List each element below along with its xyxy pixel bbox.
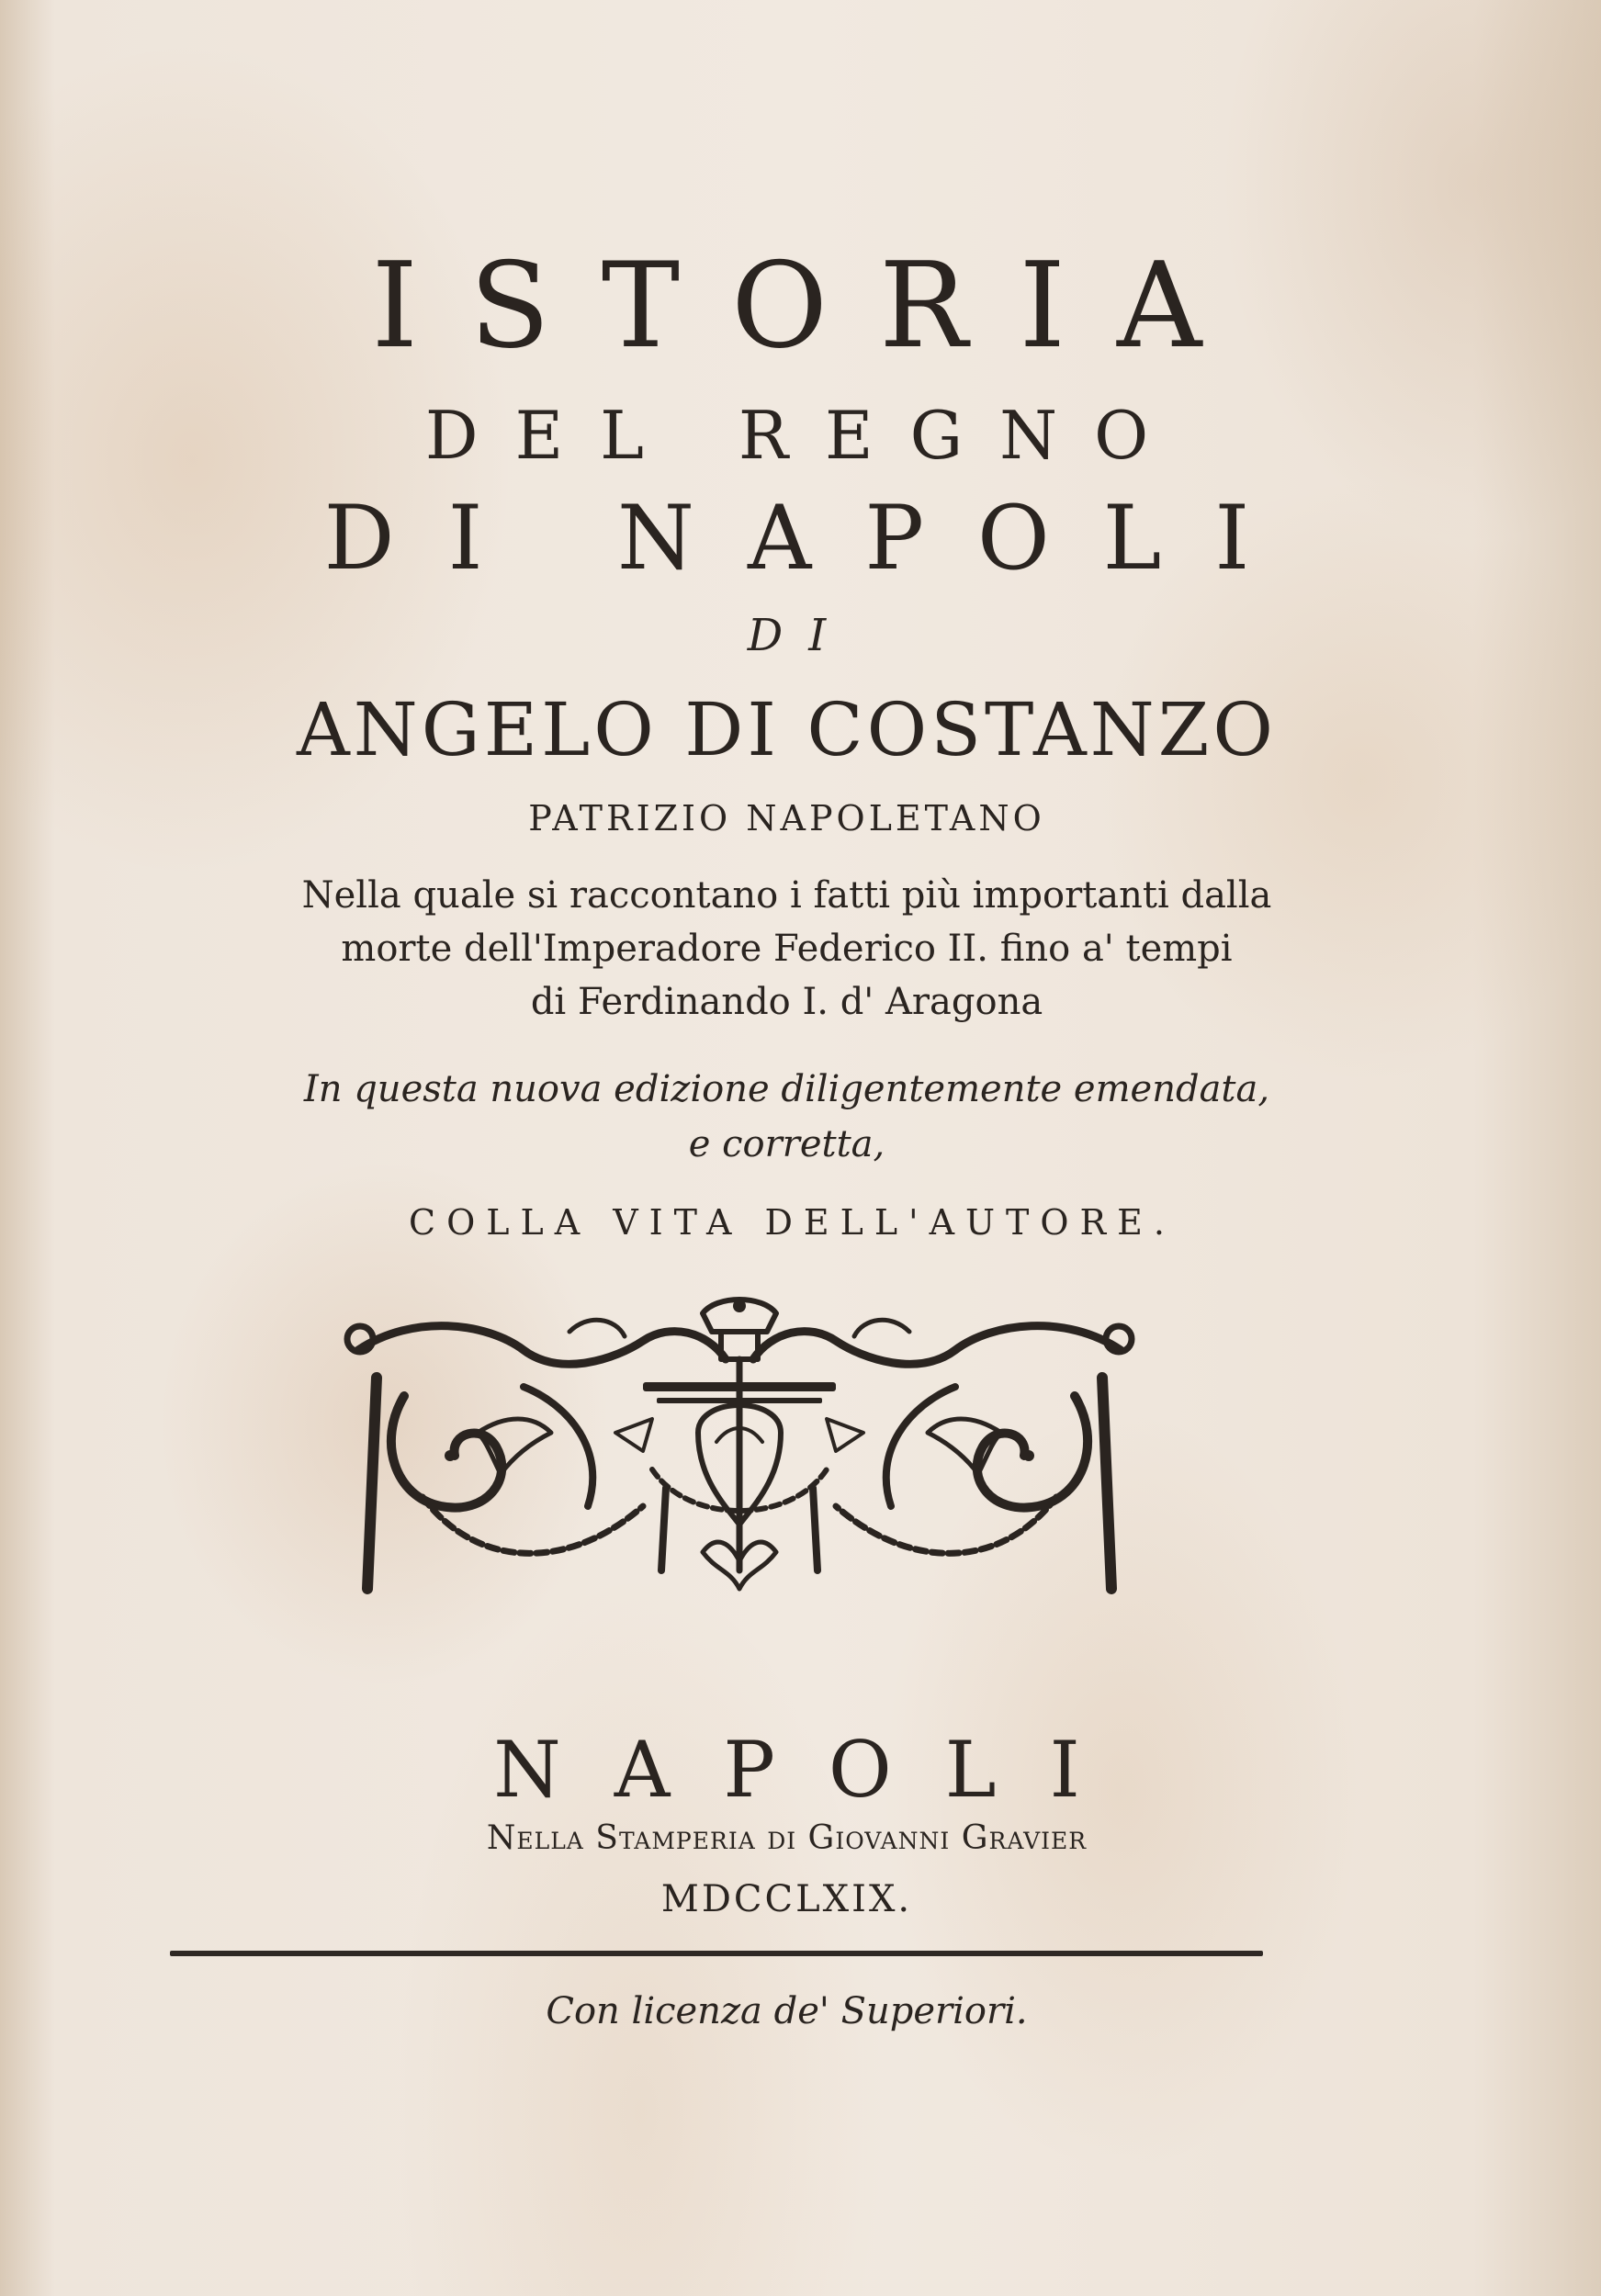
edition-line-1: In questa nuova edizione diligentemente emendata, xyxy=(303,1068,1270,1110)
imprint-printer: Nella Stamperia di Giovanni Gravier xyxy=(486,1819,1088,1857)
author-name: ANGELO DI COSTANZO xyxy=(297,687,1277,772)
title-istoria: ISTORIA xyxy=(371,238,1254,375)
description-line-3: di Ferdinando I. d' Aragona xyxy=(530,981,1043,1023)
description-line-1: Nella quale si raccontano i fatti più importanti dalla xyxy=(301,874,1272,917)
life-of-author-note: COLLA VITA DELL'AUTORE. xyxy=(409,1202,1176,1243)
imprint-year: MDCCLXIX. xyxy=(660,1878,913,1920)
title-del-regno: DEL REGNO xyxy=(424,397,1186,474)
edition-line-2: e corretta, xyxy=(688,1123,885,1165)
imprint-city: NAPOLI xyxy=(493,1725,1133,1815)
title-di: DI xyxy=(747,610,852,661)
horizontal-rule xyxy=(170,1951,1263,1956)
license-note: Con licenza de' Superiori. xyxy=(546,1990,1028,2032)
title-di-napoli: DI NAPOLI xyxy=(323,487,1303,590)
printers-ornament-vignette-icon xyxy=(340,1295,1139,1616)
description-line-2: morte dell'Imperadore Federico II. fino a' tempi xyxy=(341,928,1233,970)
author-rank: PATRIZIO NAPOLETANO xyxy=(528,798,1045,838)
